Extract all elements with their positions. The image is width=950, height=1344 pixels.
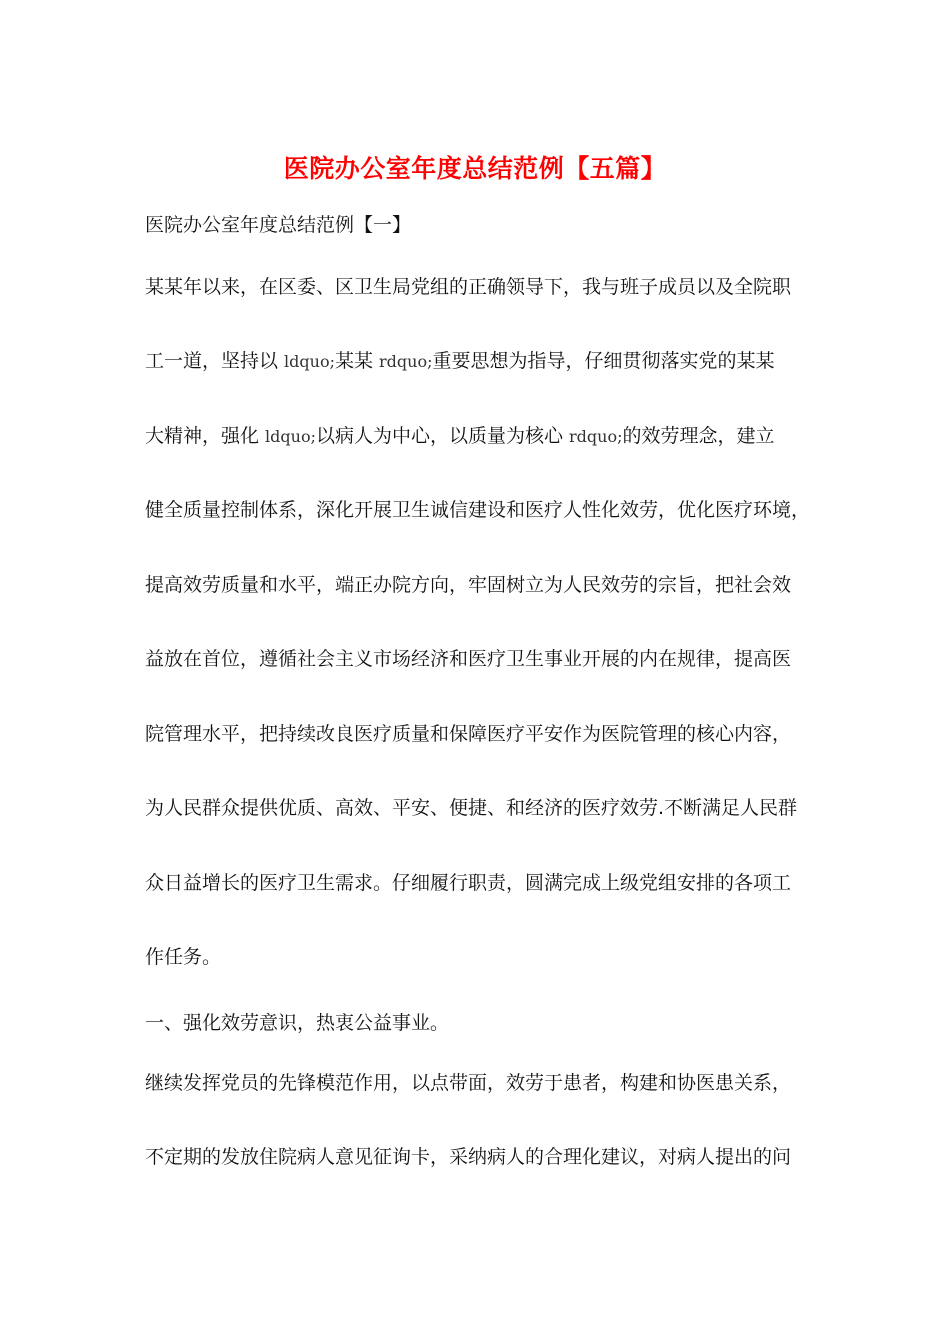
paragraph-line: 健全质量控制体系，深化开展卫生诚信建设和医疗人性化效劳，优化医疗环境， [145, 499, 811, 521]
section-subtitle: 医院办公室年度总结范例【一】 [145, 214, 412, 236]
paragraph-line: 提高效劳质量和水平，端正办院方向，牢固树立为人民效劳的宗旨，把社会效 [145, 574, 792, 596]
paragraph-line: 不定期的发放住院病人意见征询卡，采纳病人的合理化建议，对病人提出的问 [145, 1146, 792, 1168]
section-heading-text: 一、强化效劳意识，热衷公益事业。 [145, 1012, 450, 1034]
paragraph-line: 某某年以来，在区委、区卫生局党组的正确领导下，我与班子成员以及全院职 [145, 276, 792, 298]
document-title: 医院办公室年度总结范例【五篇】 [283, 154, 667, 183]
paragraph-line: 工一道，坚持以 ldquo;某某 rdquo;重要思想为指导，仔细贯彻落实党的某某 [145, 350, 775, 372]
paragraph-line: 院管理水平，把持续改良医疗质量和保障医疗平安作为医院管理的核心内容， [145, 723, 792, 745]
paragraph-line: 继续发挥党员的先锋模范作用，以点带面，效劳于患者，构建和协医患关系， [145, 1072, 792, 1094]
paragraph-line: 大精神，强化 ldquo;以病人为中心，以质量为核心 rdquo;的效劳理念，建立 [145, 425, 775, 447]
paragraph-line: 为人民群众提供优质、高效、平安、便捷、和经济的医疗效劳.不断满足人民群 [145, 797, 798, 819]
paragraph-line: 作任务。 [145, 946, 222, 968]
paragraph-line: 益放在首位，遵循社会主义市场经济和医疗卫生事业开展的内在规律，提高医 [145, 648, 792, 670]
paragraph-line: 众日益增长的医疗卫生需求。仔细履行职责，圆满完成上级党组安排的各项工 [145, 872, 792, 894]
